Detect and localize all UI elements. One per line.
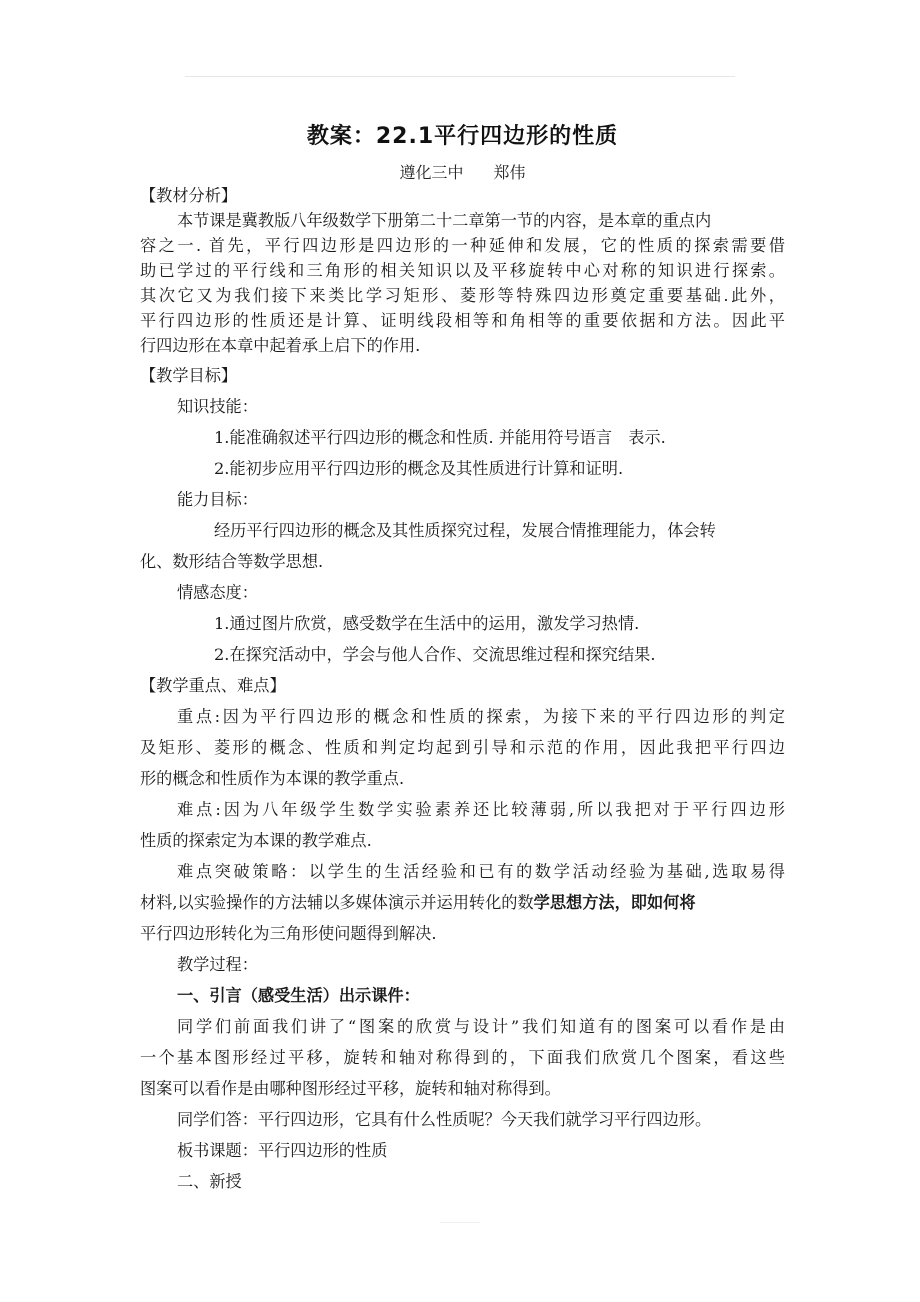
page-title: 教案：22.1平行四边形的性质 xyxy=(306,124,619,149)
key-line: 及矩形、菱形的概念、性质和判定均起到引导和示范的作用，因此我把平行四边 xyxy=(140,738,785,757)
emotion-item: 1.通过图片欣赏，感受数学在生活中的运用，激发学习热情. xyxy=(214,614,640,633)
new-section-heading: 二、新授 xyxy=(177,1172,242,1191)
strategy-bold-text: 学思想方法，即如何将 xyxy=(533,893,696,912)
ability-line: 经历平行四边形的概念及其性质探究过程，发展合情推理能力，体会转 xyxy=(214,521,716,540)
section-heading-analysis: 【教材分析】 xyxy=(140,186,238,205)
intro-line: 同学们前面我们讲了“图案的欣赏与设计”我们知道有的图案可以看作是由 xyxy=(177,1017,785,1036)
emotion-label: 情感态度： xyxy=(177,583,258,602)
difficult-line: 性质的探索定为本课的教学难点. xyxy=(140,831,372,850)
watermark-graphic xyxy=(370,608,585,665)
analysis-line: 助已学过的平行线和三角形的相关知识以及平移旋转中心对称的知识进行探索。 xyxy=(140,261,785,280)
author-line xyxy=(140,160,785,183)
section-heading-key: 【教学重点、难点】 xyxy=(140,676,286,695)
footer-rule xyxy=(440,1222,480,1223)
knowledge-label: 知识技能： xyxy=(177,397,258,416)
ability-label: 能力目标： xyxy=(177,490,258,509)
knowledge-item: 2.能初步应用平行四边形的概念及其性质进行计算和证明. xyxy=(214,459,624,478)
strategy-text: 材料,以实验操作的方法辅以多媒体演示并运用转化的数 xyxy=(140,893,534,912)
emotion-item: 2.在探究活动中，学会与他人合作、交流思维过程和探究结果. xyxy=(214,645,656,664)
section-heading-goals: 【教学目标】 xyxy=(140,366,238,385)
author-name: 郑伟 xyxy=(493,163,526,182)
ability-line: 化、数形结合等数学思想. xyxy=(140,552,324,571)
intro-line: 一个基本图形经过平移，旋转和轴对称得到的，下面我们欣赏几个图案，看这些 xyxy=(140,1048,785,1067)
difficult-line: 难点:因为八年级学生数学实验素养还比较薄弱,所以我把对于平行四边形 xyxy=(177,800,785,819)
intro-heading: 一、引言（感受生活）出示课件： xyxy=(177,986,420,1005)
knowledge-item: 1.能准确叙述平行四边形的概念和性质. 并能用符号语言 表示. xyxy=(214,428,666,447)
analysis-line: 本节课是冀教版八年级数学下册第二十二章第一节的内容，是本章的重点内 xyxy=(177,211,712,230)
key-line: 重点:因为平行四边形的概念和性质的探索，为接下来的平行四边形的判定 xyxy=(177,707,785,726)
key-line: 形的概念和性质作为本课的教学重点. xyxy=(140,769,405,788)
analysis-line: 容之一. 首先，平行四边形是四边形的一种延伸和发展，它的性质的探索需要借 xyxy=(140,236,785,255)
analysis-line: 平行四边形的性质还是计算、证明线段相等和角相等的重要依据和方法。因此平 xyxy=(140,311,785,330)
process-label: 教学过程： xyxy=(177,955,258,974)
answer-line: 同学们答：平行四边形，它具有什么性质呢？今天我们就学习平行四边形。 xyxy=(177,1110,712,1129)
analysis-line: 行四边形在本章中起着承上启下的作用. xyxy=(140,336,421,355)
intro-line: 图案可以看作是由哪种图形经过平移，旋转和轴对称得到。 xyxy=(140,1079,561,1098)
author-school: 遵化三中 xyxy=(399,163,464,182)
header-rule xyxy=(185,76,735,77)
board-line: 板书课题：平行四边形的性质 xyxy=(177,1141,388,1160)
strategy-line: 平行四边形转化为三角形使问题得到解决. xyxy=(140,924,437,943)
strategy-line xyxy=(140,890,785,915)
strategy-line: 难点突破策略：以学生的生活经验和已有的数学活动经验为基础,选取易得 xyxy=(177,862,785,881)
analysis-line: 其次它又为我们接下来类比学习矩形、菱形等特殊四边形奠定重要基础.此外， xyxy=(140,286,785,305)
